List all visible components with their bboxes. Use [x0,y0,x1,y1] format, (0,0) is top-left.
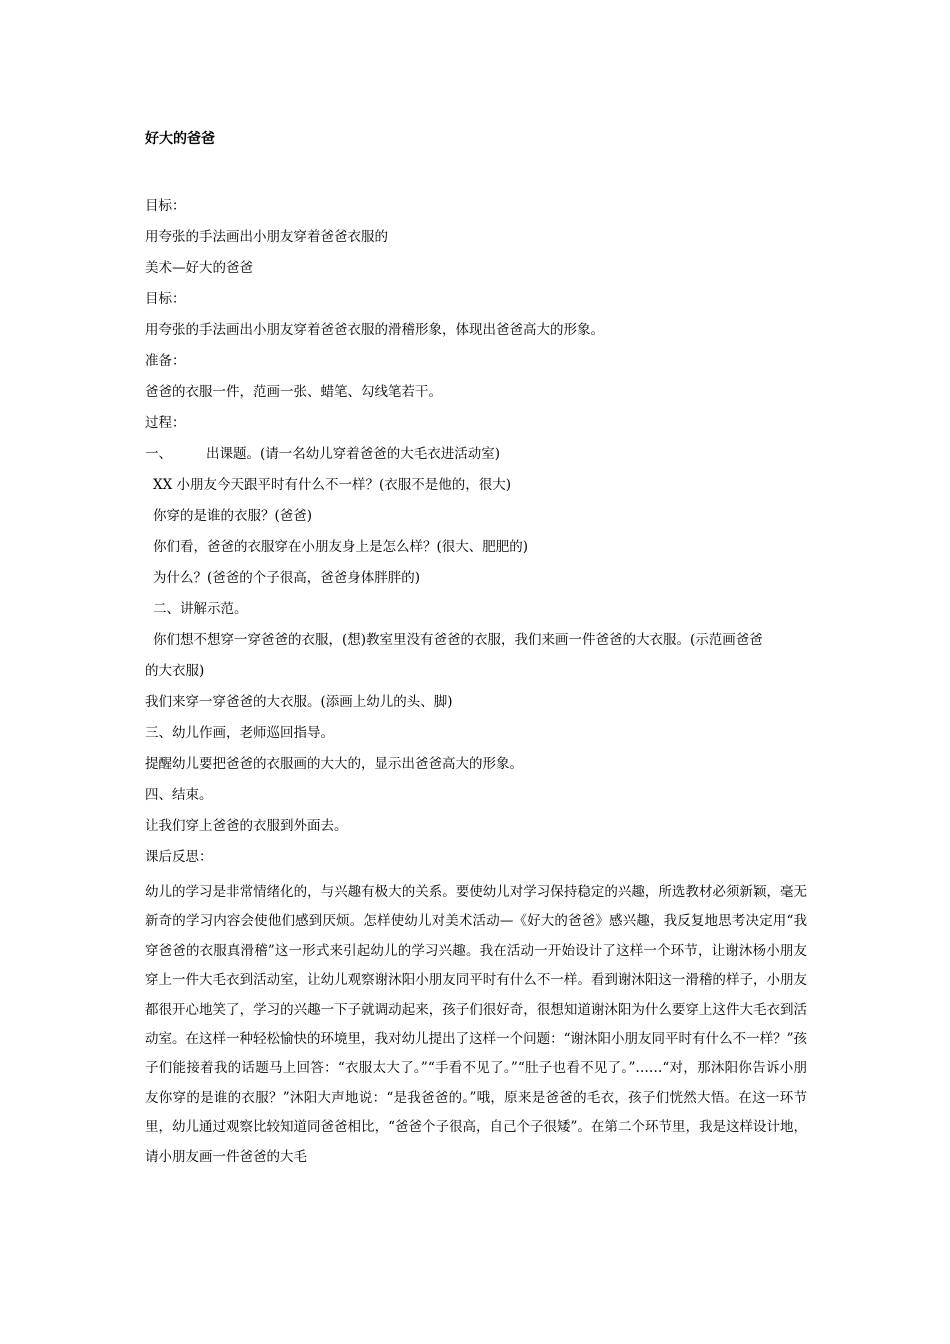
dialog-line: 你们看，爸爸的衣服穿在小朋友身上是怎么样？(很大、肥肥的) [153,539,529,555]
step-one-number: 一、 [145,446,172,462]
step-four: 四、结束。 [145,787,213,803]
goal-text-short: 用夸张的手法画出小朋友穿着爸爸衣服的 [145,229,388,245]
reflection-heading: 课后反思： [145,849,213,865]
reminder-line: 提醒幼儿要把爸爸的衣服画的大大的，显示出爸爸高大的形象。 [145,756,523,772]
preparation-text: 爸爸的衣服一件，范画一张、蜡笔、勾线笔若干。 [145,384,442,400]
step-two: 二、讲解示范。 [153,601,248,617]
subject-line: 美术—好大的爸爸 [145,260,253,276]
try-on-line: 我们来穿一穿爸爸的大衣服。(添画上幼儿的头、脚) [145,694,453,710]
step-three: 三、幼儿作画，老师巡回指导。 [145,725,334,741]
dialog-line: 为什么？(爸爸的个子很高，爸爸身体胖胖的) [153,570,421,586]
dialog-line: 你穿的是谁的衣服？(爸爸) [153,508,313,524]
process-heading: 过程： [145,415,186,431]
goal-text: 用夸张的手法画出小朋友穿着爸爸衣服的滑稽形象，体现出爸爸高大的形象。 [145,322,604,338]
demo-line: 你们想不想穿一穿爸爸的衣服，(想)教室里没有爸爸的衣服，我们来画一件爸爸的大衣服。(示范画爸爸 [153,632,763,648]
goal-heading: 目标： [145,198,186,214]
step-one [145,443,810,474]
preparation-heading: 准备： [145,353,186,369]
closing-line: 让我们穿上爸爸的衣服到外面去。 [145,818,348,834]
step-one-text: 出课题。(请一名幼儿穿着爸爸的大毛衣进活动室) [206,446,501,462]
demo-line-continued: 的大衣服) [145,663,205,679]
reflection-paragraph: 幼儿的学习是非常情绪化的，与兴趣有极大的关系。要使幼儿对学习保持稳定的兴趣，所选教材必须新颖，毫无新奇的学习内容会使他们感到厌烦。怎样使幼儿对美术活动—《好大的爸爸》感兴趣，我反复地思考决定用“我穿爸爸的衣服真滑稽”这一形式来引起幼儿的学习兴趣。我在活动一开始设计了这样一个环节，让谢沐杨小朋友穿上一件大毛衣到活动室，让幼儿观察谢沐阳小朋友同平时有什么不一样。看到谢沐阳这一滑稽的样子，小朋友都很开心地笑了，学习的兴趣一下子就调动起来，孩子们很好奇，很想知道谢沐阳为什么要穿上这件大毛衣到活动室。在这样一种轻松愉快的环境里，我对幼儿提出了这样一个问题：“谢沐阳小朋友同平时有什么不一样？”孩子们能接着我的话题马上回答：“衣服太大了。”“手看不见了。”“肚子也看不见了。”……“对，那沐阳你告诉小朋友你穿的是谁的衣服？”沐阳大声地说：“是我爸爸的。”哦，原来是爸爸的毛衣，孩子们恍然大悟。在这一环节里，幼儿通过观察比较知道同爸爸相比，“爸爸个子很高，自己个子很矮”。在第二个环节里，我是这样设计地，请小朋友画一件爸爸的大毛 [145,884,807,1165]
goal-heading-2: 目标： [145,291,186,307]
dialog-line: XX 小朋友今天跟平时有什么不一样？(衣服不是他的，很大) [153,477,512,493]
document-title: 好大的爸爸 [145,131,215,147]
lesson-body [145,195,810,877]
